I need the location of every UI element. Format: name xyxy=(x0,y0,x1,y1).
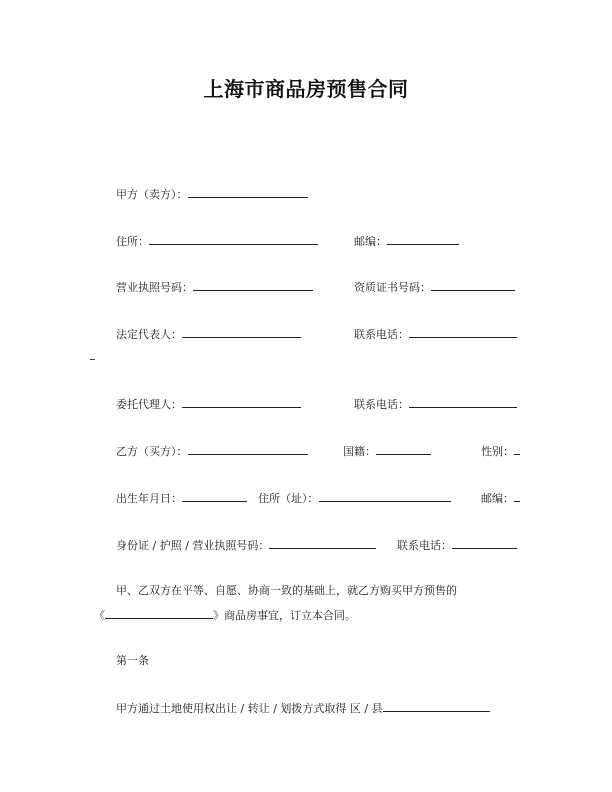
seller-address-row xyxy=(116,233,318,249)
gender-label: 性别： xyxy=(481,445,514,458)
seller-postcode-input[interactable] xyxy=(387,233,459,245)
article-1-text: 甲方通过土地使用权出让 / 转让 / 划拨方式取得 区 / 县 xyxy=(116,702,383,715)
seller-address-input[interactable] xyxy=(149,233,318,245)
buyer-label: 乙方（买方）： xyxy=(116,445,188,458)
qualification-row xyxy=(354,279,515,295)
legal-rep-input[interactable] xyxy=(182,326,301,338)
buyer-phone-label: 联系电话： xyxy=(397,539,452,552)
id-number-input[interactable] xyxy=(269,537,376,549)
gender-input[interactable] xyxy=(514,443,520,455)
id-number-label: 身份证 / 护照 / 营业执照号码： xyxy=(116,539,270,552)
legal-rep-label: 法定代表人： xyxy=(116,328,182,341)
agent-phone-input[interactable] xyxy=(409,396,517,408)
agent-phone-row xyxy=(354,396,517,412)
buyer-postcode-input[interactable] xyxy=(514,490,520,502)
seller-input[interactable] xyxy=(188,186,308,198)
nationality-row xyxy=(343,443,431,459)
business-license-input[interactable] xyxy=(193,279,313,291)
agent-row xyxy=(116,396,301,412)
district-input[interactable] xyxy=(383,700,490,712)
business-license-label: 营业执照号码： xyxy=(116,281,193,294)
buyer-postcode-row xyxy=(481,490,520,506)
agent-label: 委托代理人： xyxy=(116,398,182,411)
preamble-line-2 xyxy=(94,607,356,623)
property-name-input[interactable] xyxy=(105,607,213,619)
preamble-line-2-text: 》商品房事宜，订立本合同。 xyxy=(213,609,356,622)
buyer-address-input[interactable] xyxy=(319,490,451,502)
seller-row xyxy=(116,186,308,202)
legal-rep-phone-row xyxy=(354,326,517,342)
buyer-row xyxy=(116,443,308,459)
seller-label: 甲方（卖方）： xyxy=(116,188,188,201)
qualification-label: 资质证书号码： xyxy=(354,281,431,294)
legal-rep-phone-input[interactable] xyxy=(409,326,517,338)
legal-rep-row xyxy=(116,326,301,342)
id-number-row xyxy=(116,537,376,553)
legal-rep-phone-label: 联系电话： xyxy=(354,328,409,341)
seller-postcode-label: 邮编： xyxy=(354,235,387,248)
margin-mark xyxy=(90,359,95,360)
birth-date-input[interactable] xyxy=(182,490,247,502)
gender-row xyxy=(481,443,520,459)
buyer-address-row xyxy=(258,490,451,506)
buyer-input[interactable] xyxy=(188,443,308,455)
buyer-postcode-label: 邮编： xyxy=(481,492,514,505)
nationality-input[interactable] xyxy=(376,443,431,455)
article-heading: 第一条 xyxy=(116,654,149,667)
agent-phone-label: 联系电话： xyxy=(354,398,409,411)
contract-title: 上海市商品房预售合同 xyxy=(203,77,409,101)
qualification-input[interactable] xyxy=(431,279,515,291)
preamble-line-1: 甲、乙双方在平等、自愿、协商一致的基础上，就乙方购买甲方预售的 xyxy=(116,584,457,597)
article-1-row xyxy=(116,700,490,716)
birth-date-row xyxy=(116,490,247,506)
seller-address-label: 住所： xyxy=(116,235,149,248)
seller-postcode-row xyxy=(354,233,459,249)
nationality-label: 国籍： xyxy=(343,445,376,458)
buyer-phone-input[interactable] xyxy=(452,537,517,549)
open-quote: 《 xyxy=(94,609,105,622)
birth-date-label: 出生年月日： xyxy=(116,492,182,505)
buyer-address-label: 住所（址）： xyxy=(258,492,319,505)
business-license-row xyxy=(116,279,313,295)
agent-input[interactable] xyxy=(182,396,301,408)
buyer-phone-row xyxy=(397,537,517,553)
